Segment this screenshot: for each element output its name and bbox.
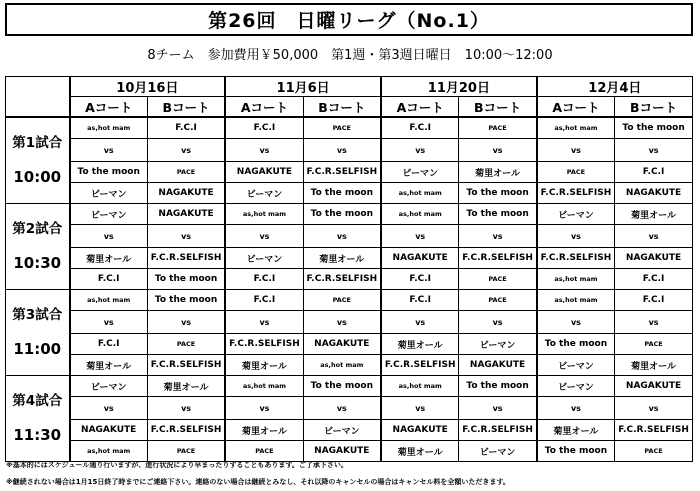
referee-team: To the moon	[459, 183, 537, 204]
court-header: Bコート	[147, 97, 225, 118]
team-name: NAGAKUTE	[381, 420, 459, 441]
round-label	[6, 117, 70, 204]
vs-label: vs	[381, 139, 459, 162]
note-schedule: ※基本的にはスケジュール通り行いますが、進行状況により早まったりすることもあります。ご了承下さい。	[6, 461, 348, 469]
referee-team: To the moon	[537, 441, 615, 462]
team-name: 菊里オール	[70, 248, 148, 269]
team-name: as,hot mam	[381, 376, 459, 397]
team-name: To the moon	[615, 117, 693, 139]
date-header-row	[6, 77, 693, 97]
team-name: as,hot mam	[70, 117, 148, 139]
match-row	[6, 204, 693, 225]
match-row	[6, 183, 693, 204]
vs-label: vs	[147, 397, 225, 420]
match-row	[6, 117, 693, 139]
team-name: To the moon	[70, 162, 148, 183]
match-row	[6, 225, 693, 248]
team-name: F.C.R.SELFISH	[615, 420, 693, 441]
team-name: 菊里オール	[537, 420, 615, 441]
vs-label: vs	[147, 311, 225, 334]
vs-label: vs	[537, 139, 615, 162]
team-name: ビーマン	[303, 420, 381, 441]
note-cancellation: ※継続されない場合は1月15日終了時までにご連絡下さい。連絡のない場合は継続とみなし、それ以降のキャンセルの場合はキャンセル料を全額いただきます。	[6, 478, 510, 486]
vs-label: vs	[70, 397, 148, 420]
vs-label: vs	[381, 311, 459, 334]
match-row	[6, 355, 693, 376]
team-name: 菊里オール	[381, 334, 459, 355]
round-label	[6, 204, 70, 290]
round-name: 第2試合	[12, 221, 63, 238]
vs-label: vs	[615, 311, 693, 334]
team-name: F.C.R.SELFISH	[147, 248, 225, 269]
referee-team: F.C.R.SELFISH	[303, 269, 381, 290]
referee-team: 菊里オール	[70, 355, 148, 376]
team-name: F.C.I	[615, 290, 693, 311]
team-name: ビーマン	[537, 376, 615, 397]
court-header: Aコート	[537, 97, 615, 118]
referee-team: PACE	[225, 441, 303, 462]
court-header: Aコート	[381, 97, 459, 118]
team-name: 菊里オール	[615, 204, 693, 225]
team-name: as,hot mam	[225, 204, 303, 225]
date-header: 10月16日	[70, 77, 226, 97]
team-name: as,hot mam	[225, 376, 303, 397]
referee-team: as,hot mam	[381, 183, 459, 204]
team-name: 菊里オール	[459, 162, 537, 183]
team-name: ビーマン	[459, 334, 537, 355]
referee-team: To the moon	[147, 269, 225, 290]
team-name: To the moon	[459, 204, 537, 225]
referee-team: F.C.I	[70, 269, 148, 290]
team-name: ビーマン	[225, 248, 303, 269]
team-name: NAGAKUTE	[381, 248, 459, 269]
team-name: F.C.I	[225, 117, 303, 139]
referee-team: NAGAKUTE	[459, 355, 537, 376]
round-label	[6, 290, 70, 376]
match-row	[6, 376, 693, 397]
team-name: as,hot mam	[381, 204, 459, 225]
referee-team: F.C.I	[615, 269, 693, 290]
referee-team: NAGAKUTE	[615, 183, 693, 204]
team-name: ビーマン	[70, 376, 148, 397]
match-row	[6, 162, 693, 183]
referee-team: ビーマン	[459, 441, 537, 462]
team-name: F.C.I	[70, 334, 148, 355]
team-name: PACE	[303, 117, 381, 139]
team-name: To the moon	[537, 334, 615, 355]
court-header: Bコート	[615, 97, 693, 118]
vs-label: vs	[537, 397, 615, 420]
vs-label: vs	[381, 225, 459, 248]
vs-label: vs	[303, 397, 381, 420]
round-name: 第1試合	[12, 135, 63, 152]
date-header: 11月20日	[381, 77, 537, 97]
team-name: PACE	[303, 290, 381, 311]
referee-team: ビーマン	[537, 355, 615, 376]
team-name: To the moon	[147, 290, 225, 311]
team-name: To the moon	[303, 204, 381, 225]
referee-team: F.C.R.SELFISH	[381, 355, 459, 376]
team-name: F.C.R.SELFISH	[459, 248, 537, 269]
corner-cell	[6, 77, 70, 118]
vs-label: vs	[225, 225, 303, 248]
match-row	[6, 420, 693, 441]
vs-label: vs	[303, 139, 381, 162]
match-row	[6, 334, 693, 355]
vs-label: vs	[70, 311, 148, 334]
vs-label: vs	[381, 397, 459, 420]
team-name: NAGAKUTE	[303, 334, 381, 355]
round-time: 10:00	[13, 167, 62, 186]
team-name: 菊里オール	[147, 376, 225, 397]
vs-label: vs	[459, 139, 537, 162]
page-title: 第26回 日曜リーグ（No.1）	[5, 3, 693, 36]
round-name: 第4試合	[12, 393, 63, 410]
referee-team: PACE	[615, 441, 693, 462]
match-row	[6, 269, 693, 290]
referee-team: PACE	[459, 269, 537, 290]
team-name: NAGAKUTE	[615, 248, 693, 269]
team-name: NAGAKUTE	[615, 376, 693, 397]
team-name: F.C.I	[147, 117, 225, 139]
vs-label: vs	[225, 397, 303, 420]
referee-team: PACE	[147, 441, 225, 462]
match-row	[6, 441, 693, 462]
referee-team: 菊里オール	[381, 441, 459, 462]
court-header: Bコート	[303, 97, 381, 118]
match-row	[6, 397, 693, 420]
vs-label: vs	[615, 225, 693, 248]
match-row	[6, 248, 693, 269]
court-header-row	[6, 97, 693, 118]
referee-team: F.C.I	[225, 269, 303, 290]
schedule-table	[5, 76, 693, 462]
team-name: F.C.R.SELFISH	[303, 162, 381, 183]
round-time: 11:00	[13, 339, 62, 358]
team-name: PACE	[147, 334, 225, 355]
team-name: PACE	[459, 117, 537, 139]
vs-label: vs	[615, 139, 693, 162]
team-name: F.C.R.SELFISH	[537, 248, 615, 269]
vs-label: vs	[303, 225, 381, 248]
vs-label: vs	[70, 139, 148, 162]
vs-label: vs	[459, 311, 537, 334]
team-name: as,hot mam	[537, 290, 615, 311]
court-header: Bコート	[459, 97, 537, 118]
referee-team: ビーマン	[70, 183, 148, 204]
referee-team: 菊里オール	[615, 355, 693, 376]
team-name: ビーマン	[70, 204, 148, 225]
team-name: as,hot mam	[70, 290, 148, 311]
referee-team: NAGAKUTE	[303, 441, 381, 462]
match-row	[6, 139, 693, 162]
referee-team: as,hot mam	[303, 355, 381, 376]
team-name: F.C.I	[381, 290, 459, 311]
match-row	[6, 311, 693, 334]
round-time: 10:30	[13, 253, 62, 272]
vs-label: vs	[615, 397, 693, 420]
team-name: ビーマン	[537, 204, 615, 225]
court-header: Aコート	[70, 97, 148, 118]
match-row	[6, 290, 693, 311]
round-name: 第3試合	[12, 307, 63, 324]
team-name: F.C.R.SELFISH	[225, 334, 303, 355]
date-header: 12月4日	[537, 77, 693, 97]
team-name: F.C.I	[615, 162, 693, 183]
referee-team: NAGAKUTE	[147, 183, 225, 204]
team-name: NAGAKUTE	[147, 204, 225, 225]
vs-label: vs	[70, 225, 148, 248]
round-label	[6, 376, 70, 462]
team-name: F.C.R.SELFISH	[459, 420, 537, 441]
referee-team: F.C.R.SELFISH	[537, 183, 615, 204]
date-header: 11月6日	[225, 77, 381, 97]
team-name: To the moon	[459, 376, 537, 397]
referee-team: ビーマン	[225, 183, 303, 204]
team-name: PACE	[147, 162, 225, 183]
vs-label: vs	[459, 225, 537, 248]
team-name: NAGAKUTE	[225, 162, 303, 183]
vs-label: vs	[537, 225, 615, 248]
referee-team: F.C.I	[381, 269, 459, 290]
team-name: F.C.R.SELFISH	[147, 420, 225, 441]
team-name: 菊里オール	[225, 420, 303, 441]
vs-label: vs	[537, 311, 615, 334]
referee-team: as,hot mam	[537, 269, 615, 290]
vs-label: vs	[225, 139, 303, 162]
team-name: PACE	[615, 334, 693, 355]
vs-label: vs	[459, 397, 537, 420]
team-name: NAGAKUTE	[70, 420, 148, 441]
vs-label: vs	[147, 139, 225, 162]
referee-team: 菊里オール	[225, 355, 303, 376]
team-name: F.C.I	[381, 117, 459, 139]
referee-team: To the moon	[303, 183, 381, 204]
round-time: 11:30	[13, 425, 62, 444]
team-name: ビーマン	[381, 162, 459, 183]
league-info: 8チーム 参加費用￥50,000 第1週・第3週日曜日 10:00～12:00	[147, 48, 553, 63]
team-name: as,hot mam	[537, 117, 615, 139]
team-name: PACE	[537, 162, 615, 183]
referee-team: as,hot mam	[70, 441, 148, 462]
vs-label: vs	[303, 311, 381, 334]
team-name: PACE	[459, 290, 537, 311]
court-header: Aコート	[225, 97, 303, 118]
vs-label: vs	[147, 225, 225, 248]
team-name: To the moon	[303, 376, 381, 397]
referee-team: F.C.R.SELFISH	[147, 355, 225, 376]
vs-label: vs	[225, 311, 303, 334]
team-name: 菊里オール	[303, 248, 381, 269]
team-name: F.C.I	[225, 290, 303, 311]
